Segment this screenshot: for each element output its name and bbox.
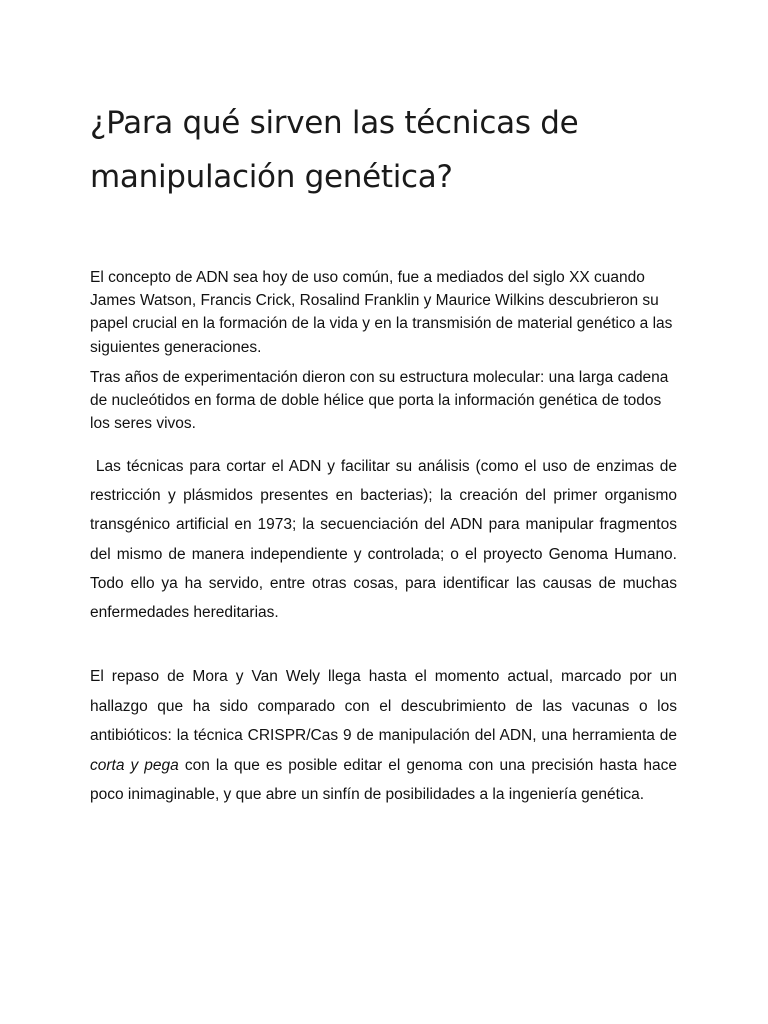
paragraph-crispr-text-after: con la que es posible editar el genoma con una precisión hasta hace poco inimaginable, y que abre un sinfín de posibilidades a la ingeniería genética.: [90, 756, 677, 803]
paragraph-crispr-text-before: El repaso de Mora y Van Wely llega hasta el momento actual, marcado por un hallazgo que ha sido comparado con el descubrimiento de las vacunas o los antibióticos: la técnica CRISPR/Cas 9 de manipulación del ADN, una herramienta de: [90, 668, 677, 744]
paragraph-techniques: [90, 452, 682, 627]
paragraph-adn-discovery: El concepto de ADN sea hoy de uso común, fue a mediados del siglo XX cuando James Watson, Francis Crick, Rosalind Franklin y Maurice Wilkins descubrieron su papel crucial en la formación de la vida y en la transmisión de material genético a las siguientes generaciones.: [90, 269, 673, 356]
paragraph-molecular-structure: Tras años de experimentación dieron con su estructura molecular: una larga cadena de nucleótidos en forma de doble hélice que porta la información genética de todos los seres vivos.: [90, 369, 669, 433]
paragraph-techniques-text: Las técnicas para cortar el ADN y facilitar su análisis (como el uso de enzimas de restricción y plásmidos presentes en bacterias); la creación del primer organismo transgénico artificial en 1973; la secuenciación del ADN para manipular fragmentos del mismo de manera independiente y controlada; o el proyecto Genoma Humano. Todo ello ya ha servido, entre otras cosas, para identificar las causas de muchas enfermedades hereditarias.: [90, 458, 682, 622]
paragraph-crispr-italic-phrase: corta y pega: [90, 756, 179, 774]
document-title: ¿Para qué sirven las técnicas de manipulación genética?: [90, 105, 579, 195]
paragraph-crispr: [90, 662, 677, 810]
